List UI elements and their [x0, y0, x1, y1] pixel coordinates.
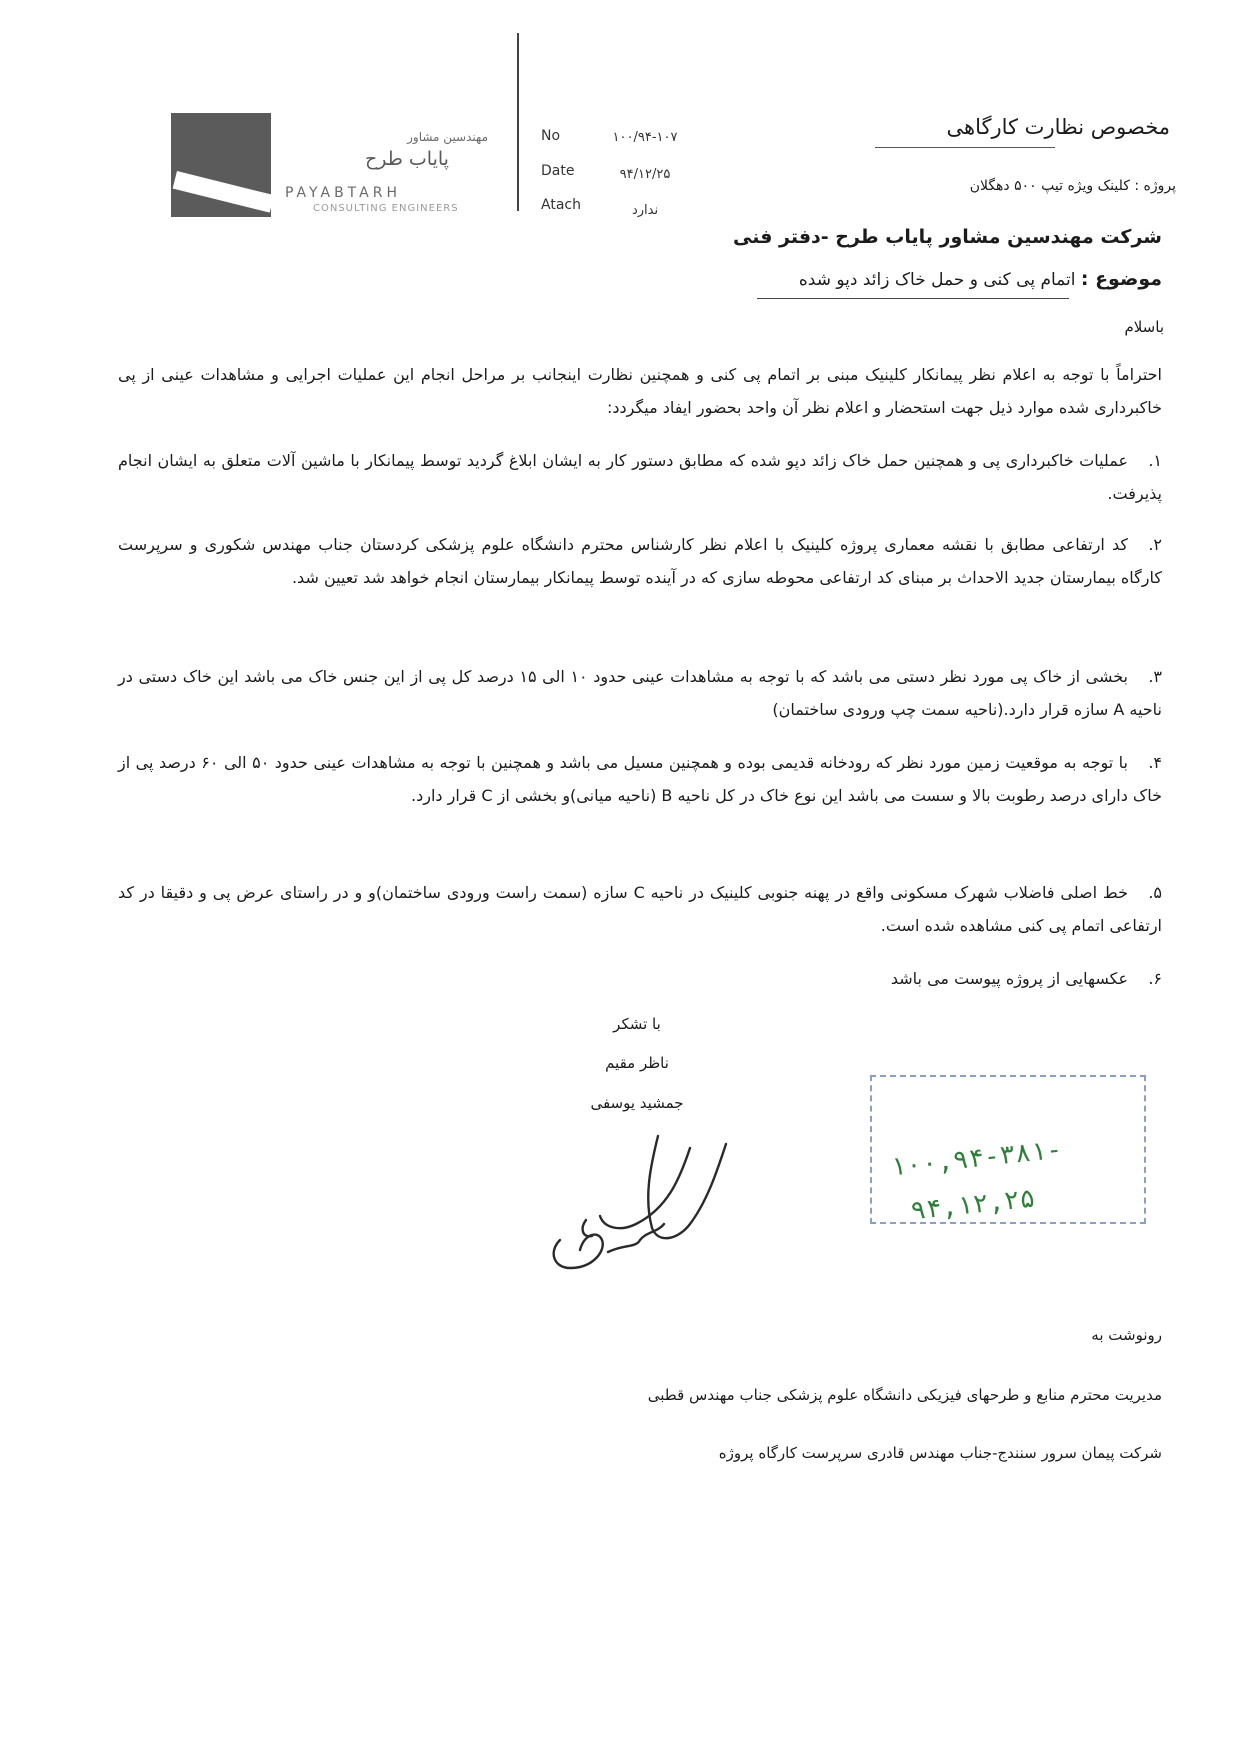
letter-date-label: Date [541, 163, 575, 179]
signer-name: جمشید یوسفی [590, 1094, 684, 1112]
list-item-number: ۵. [1148, 883, 1163, 902]
cc-recipient: شرکت پیمان سرور سنندج-جناب مهندس قادری سرپرست کارگاه پروژه [718, 1444, 1162, 1462]
list-item-number: ۳. [1148, 667, 1162, 686]
letter-attachment-value: ندارد [631, 203, 659, 218]
header-divider [517, 33, 519, 211]
company-name-en-sub: CONSULTING ENGINEERS [313, 203, 459, 214]
list-item-number: ۴. [1148, 753, 1163, 772]
stamp-date: ۹۴,۱۲,۲۵ [908, 1183, 1037, 1227]
company-name-fa: پایاب طرح [365, 148, 449, 170]
company-name-en: PAYABTARH [285, 185, 401, 201]
company-name-fa-small: مهندسین مشاور [407, 130, 488, 144]
cc-label: رونوشت به [1091, 1326, 1162, 1344]
list-item-text: با توجه به موقعیت زمین مورد نظر که رودخانه قدیمی بوده و همچنین مسیل می باشد و همچنین با توجه به مشاهدات عینی حدود ۵۰ الی ۶۰ درصد پی از خاک دارای درصد رطوبت بالا و سست می باشد این نوع خاک در کل ناحیه B (ناحیه میانی)و بخشی از C قرار دارد. [118, 753, 1162, 805]
recipient: شرکت مهندسین مشاور پایاب طرح -دفتر فنی [732, 226, 1162, 248]
cc-recipient: مدیریت محترم منابع و طرحهای فیزیکی دانشگاه علوم پزشکی جناب مهندس قطبی [647, 1386, 1162, 1404]
subject-label: موضوع : [1080, 268, 1162, 290]
list-item-text: خط اصلی فاضلاب شهرک مسکونی واقع در پهنه جنوبی کلینیک در ناحیه C سازه (سمت راست ورودی ساختمان)و و در راستای عرض پی و دقیقا در کد ارتفاعی اتمام پی کنی مشاهده شده است. [118, 883, 1162, 935]
subject-line [700, 268, 1162, 290]
list-item-text: عکسهایی از پروژه پیوست می باشد [890, 969, 1128, 988]
intro-paragraph: احتراماً با توجه به اعلام نظر پیمانکار کلینیک مبنی بر اتمام پی کنی و همچنین نظارت اینجانب بر مراحل انجام این عملیات اجرایی و مشاهدات عینی از پی خاکبرداری شده موارد ذیل جهت استحضار و اعلام نظر آن واحد بحضور ایفاد میگردد: [118, 365, 1162, 417]
greeting: باسلام [1124, 318, 1164, 336]
list-item [118, 962, 1162, 995]
logo-stripe [173, 171, 271, 213]
subject-underline [757, 298, 1069, 299]
list-item [118, 444, 1162, 510]
list-item [118, 660, 1162, 726]
list-item-number: ۲. [1148, 535, 1162, 554]
company-logo [171, 113, 271, 217]
subject-text: اتمام پی کنی و حمل خاک زائد دپو شده [798, 270, 1076, 290]
list-item-text: کد ارتفاعی مطابق با نقشه معماری پروژه کلینیک با اعلام نظر کارشناس محترم دانشگاه علوم پزشکی کردستان جناب مهندس شکوری و سرپرست کارگاه بیمارستان جدید الاحداث بر مبنای کد ارتفاعی محوطه سازی که در آینده توسط پیمانکار بیمارستان انجام خواهد شد تعیین شد. [118, 535, 1162, 587]
list-item-text: عملیات خاکبرداری پی و همچنین حمل خاک زائد دپو شده که مطابق دستور کار به ایشان ابلاغ گردید توسط پیمانکار با ماشین آلات متعلق به ایشان انجام پذیرفت. [118, 451, 1162, 503]
letter-number-value: ۱۰۰/۹۴-۱۰۷ [612, 130, 678, 145]
list-item [118, 528, 1162, 594]
closing-thanks: با تشکر [613, 1015, 661, 1033]
project-line: پروژه : کلینک ویژه تیپ ۵۰۰ دهگلان [969, 178, 1176, 194]
list-item-number: ۱. [1148, 451, 1162, 470]
handwritten-signature [540, 1128, 750, 1278]
letter-date-value: ۹۴/۱۲/۲۵ [619, 167, 671, 182]
letter-number-label: No [541, 128, 561, 144]
title-underline [875, 147, 1055, 148]
stamp-number: ۱۰۰,۹۴-۳۸۱- [889, 1134, 1064, 1183]
list-item-text: بخشی از خاک پی مورد نظر دستی می باشد که با توجه به مشاهدات عینی حدود ۱۰ الی ۱۵ درصد کل پی از این جنس خاک می باشد این خاک دستی در ناحیه A سازه قرار دارد.(ناحیه سمت چپ ورودی ساختمان) [118, 667, 1162, 719]
list-item-number: ۶. [1148, 969, 1162, 988]
list-item [118, 876, 1162, 942]
signer-role: ناظر مقیم [605, 1054, 669, 1072]
list-item [118, 746, 1162, 812]
supervision-title: مخصوص نظارت کارگاهی [946, 115, 1170, 139]
letter-attachment-label: Atach [541, 197, 581, 213]
